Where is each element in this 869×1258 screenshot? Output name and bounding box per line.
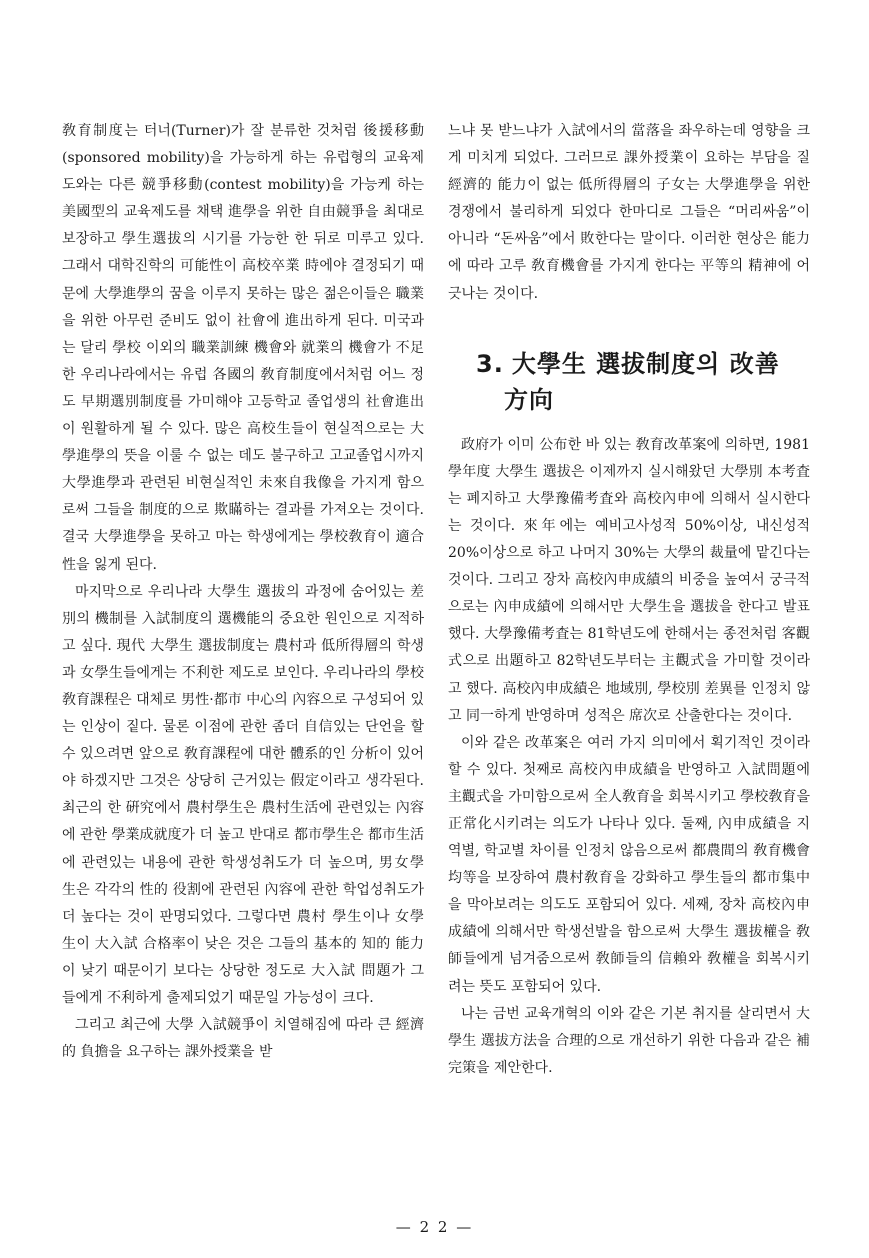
right-column (448, 118, 810, 1082)
left-paragraph-2: 마지막으로 우리나라 大學生 選拔의 과정에 숨어있는 差別의 機制를 入試制度의 選機能의 중요한 원인으로 지적하고 싶다. 現代 大學生 選拔制度는 農村과 低所得層의 학생과 女學生들에게는 不利한 제도로 보인다. 우리나라의 學校 敎育課程은 대체로 男性·都市 中心의 內容으로 구성되어 있는 인상이 짙다. 물론 이점에 관한 좀더 自信있는 단언을 할 수 있으려면 앞으로 敎育課程에 대한 體系的인 分析이 있어야 하겠지만 그것은 상당히 근거있는 假定이라고 생각된다. 최근의 한 硏究에서 農村學生은 農村生活에 관련있는 內容에 관한 學業成就度가 더 높고 반대로 都市學生은 都市生活에 관련있는 내용에 관한 학생성취도가 더 높으며, 男女學生은 각각의 性的 役割에 관련된 內容에 관한 학업성취도가 더 높다는 것이 판명되었다. 그렇다면 農村 學生이나 女學生이 大入試 合格率이 낮은 것은 그들의 基本的 知的 能力이 낮기 때문이기 보다는 상당한 정도로 大入試 問題가 그들에게 不利하게 출제되었기 때문일 가능성이 크다. (62, 583, 424, 1006)
left-paragraph-3: 그리고 최근에 大學 入試競爭이 치열해짐에 따라 큰 經濟的 負擔을 요구하는 課外授業을 받 (62, 1017, 424, 1061)
section-title-line2: 方向 (504, 385, 554, 414)
right-paragraph-3: 이와 같은 改革案은 여러 가지 의미에서 획기적인 것이라 할 수 있다. 첫째로 高校內申成績을 반영하고 入試問題에 主觀式을 가미함으로써 全人敎育을 회복시키고 學校敎育을 正常化시키려는 의도가 나타나 있다. 둘째, 內申成績을 지역별, 학교별 차이를 인정치 않음으로써 都農間의 敎育機會均等을 보장하여 農村敎育을 강화하고 學生들의 都市集中을 막아보려는 의도도 포함되어 있다. 세째, 장차 高校內申成績에 의해서만 학생선발을 함으로써 大學生 選拔權을 敎師들에게 넘겨줌으로써 敎師들의 信賴와 敎權을 회복시키려는 뜻도 포함되어 있다. (448, 734, 810, 995)
right-paragraph-1: 느냐 못 받느냐가 入試에서의 當落을 좌우하는데 영향을 크게 미치게 되었다. 그러므로 課外授業이 요하는 부담을 질 經濟的 能力이 없는 低所得層의 子女는 大學進學을 위한 경쟁에서 불리하게 되었다 한마디로 그들은 “머리싸움”이 아니라 “돈싸움”에서 敗한다는 말이다. 이러한 현상은 能力에 따라 고루 敎育機會를 가지게 한다는 平等의 精神에 어긋나는 것이다. (448, 123, 810, 302)
right-paragraph-2: 政府가 이미 公布한 바 있는 敎育改革案에 의하면, 1981學年度 大學生 選拔은 이제까지 실시해왔던 大學別 本考査는 폐지하고 大學豫備考査와 高校內申에 의해서 실시한다는 것이다. 來年에는 예비고사성적 50%이상, 내신성적 20%이상으로 하고 나머지 30%는 大學의 裁量에 맡긴다는 것이다. 그리고 장차 高校內申成績의 비중을 높여서 궁극적으로는 內申成績에 의해서만 大學生을 選拔을 한다고 발표했다. 大學豫備考査는 81학년도에 한해서는 종전처럼 客觀式으로 出題하고 82학년도부터는 主觀式을 가미할 것이라고 했다. 高校內申成績은 地域別, 學校別 差異를 인정치 않고 同一하게 반영하며 성적은 席次로 산출한다는 것이다. (448, 436, 810, 724)
right-paragraph-4: 나는 금번 교육개혁의 이와 같은 기본 취지를 살리면서 大學生 選拔方法을 合理的으로 개선하기 위한 다음과 같은 補完策을 제안한다. (448, 1005, 810, 1076)
section-title-line1: 大學生 選拔制度의 改善 (511, 349, 780, 378)
left-paragraph-1: 敎育制度는 터너(Turner)가 잘 분류한 것처럼 後援移動 (sponsored mobility)을 가능하게 하는 유럽형의 교육제도와는 다른 競爭移動(contest mobility)을 가능케 하는 美國型의 교육제도를 채택 進學을 위한 自由競爭을 최대로 보장하고 學生選拔의 시기를 가능한 한 뒤로 미루고 있다. 그래서 대학진학의 可能性이 高校卒業 時에야 결정되기 때문에 大學進學의 꿈을 이루지 못하는 많은 젊은이들은 職業을 위한 아무런 준비도 없이 社會에 進出하게 된다. 미국과는 달리 學校 이외의 職業訓練 機會와 就業의 機會가 不足한 우리나라에서는 유럽 各國의 敎育制度에서처럼 어느 정도 早期選別制度를 가미해야 고등학교 졸업생의 社會進出이 원활하게 될 수 있다. 많은 高校生들이 현실적으로는 大學進學의 뜻을 이룰 수 없는 데도 불구하고 고교졸업시까지 大學進學과 관련된 비현실적인 未來自我像을 가지게 함으로써 그들을 制度的으로 欺瞞하는 결과를 가져오는 것이다. 결국 大學進學을 못하고 마는 학생에게는 學校敎育이 適合性을 잃게 된다. (62, 123, 424, 573)
left-column (62, 118, 424, 1066)
page-number: — 2 2 — (395, 1218, 474, 1236)
section-heading (476, 346, 810, 418)
section-number: 3. (476, 349, 504, 378)
